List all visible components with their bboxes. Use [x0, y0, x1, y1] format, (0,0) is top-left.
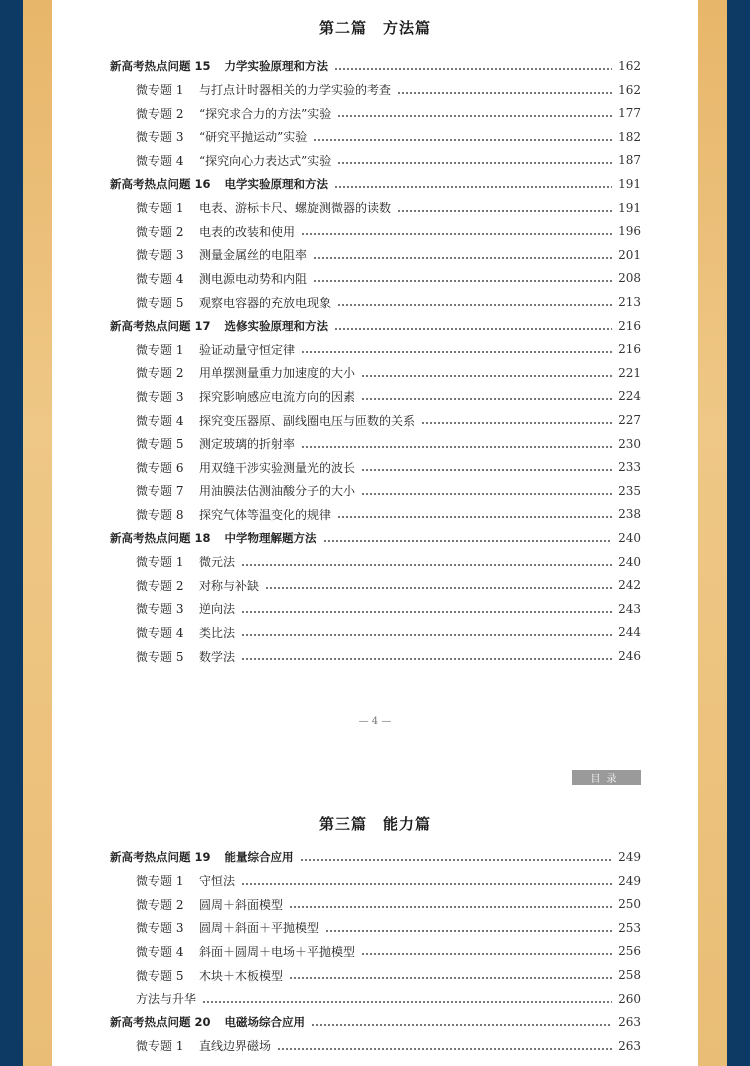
page-number: 256	[618, 944, 641, 959]
sub-topic-label: 微专题 1	[136, 555, 184, 570]
sub-topic-heading	[136, 506, 331, 523]
page-number: 216	[618, 342, 641, 357]
sub-topic-title: 验证动量守恒定律	[199, 342, 296, 357]
page-number: 191	[618, 177, 641, 191]
hot-topic-title: 选修实验原理和方法	[224, 318, 329, 333]
page-number: 201	[618, 247, 641, 262]
page-number: 240	[618, 554, 641, 569]
page-number: 249	[618, 873, 641, 888]
sub-topic-title: 探究影响感应电流方向的因素	[199, 389, 356, 404]
page-number: 208	[618, 271, 641, 286]
page-number: 224	[618, 389, 641, 404]
hot-topic-title: 电学实验原理和方法	[224, 177, 329, 191]
hot-topic-number: 19	[194, 850, 211, 864]
sub-topic-title: 守恒法	[199, 874, 236, 889]
sub-topic-label: 微专题 2	[136, 366, 184, 381]
sub-topic-label: 微专题 5	[136, 437, 184, 452]
sub-topic-label: 微专题 3	[136, 130, 184, 145]
sub-topic-label: 微专题 4	[136, 413, 184, 428]
toc-hot-topic-row[interactable]	[110, 315, 641, 337]
sub-topic-heading	[136, 872, 235, 889]
sub-topic-label: 微专题 5	[136, 295, 184, 310]
sub-topic-title: 探究气体等温变化的规律	[199, 507, 332, 522]
sub-topic-label: 微专题 3	[136, 921, 184, 936]
sub-topic-title: 用油膜法估测油酸分子的大小	[199, 484, 356, 499]
sub-topic-title: 电表、游标卡尺、螺旋测微器的读数	[199, 201, 392, 216]
sub-topic-label: 微专题 2	[136, 578, 184, 593]
leader-dots	[202, 1001, 612, 1003]
sub-topic-title: 斜面＋圆周＋电场＋平抛模型	[199, 944, 356, 959]
sub-topic-heading	[136, 270, 307, 287]
toc-sub-topic-row[interactable]	[136, 102, 641, 124]
leader-dots	[334, 68, 612, 70]
toc-sub-topic-row[interactable]	[136, 220, 641, 242]
sub-topic-heading	[136, 648, 235, 665]
sub-topic-label: 微专题 4	[136, 153, 184, 168]
sub-topic-label: 微专题 4	[136, 625, 184, 640]
toc-sub-topic-row[interactable]	[136, 1035, 641, 1057]
hot-topic-number: 18	[194, 531, 211, 545]
leader-dots	[361, 493, 612, 495]
leader-dots	[313, 257, 612, 259]
sub-topic-heading	[136, 199, 391, 216]
sub-topic-heading	[136, 81, 391, 98]
toc-sub-topic-row[interactable]	[136, 964, 641, 986]
sub-topic-heading	[136, 624, 235, 641]
toc-sub-topic-row[interactable]	[136, 244, 641, 266]
leader-dots	[241, 658, 612, 660]
sub-topic-label: 微专题 3	[136, 248, 184, 263]
hot-topic-title: 力学实验原理和方法	[224, 59, 329, 73]
sub-topic-heading	[136, 990, 196, 1007]
page-number: 250	[618, 897, 641, 912]
leader-dots	[289, 977, 612, 979]
sub-topic-heading	[136, 1037, 271, 1054]
page-number: 162	[618, 82, 641, 97]
leader-dots	[397, 210, 612, 212]
toc-sub-topic-row[interactable]	[136, 362, 641, 384]
sub-topic-title: 探究变压器原、副线圈电压与匝数的关系	[199, 413, 416, 428]
sub-topic-heading	[136, 967, 283, 984]
sub-topic-heading	[136, 600, 235, 617]
part3-title: 第三篇 能力篇	[318, 815, 431, 833]
hot-topic-heading	[110, 1014, 305, 1030]
toc-sub-topic-row[interactable]	[136, 893, 641, 915]
sub-topic-label: 微专题 7	[136, 484, 184, 499]
leader-dots	[325, 930, 612, 932]
toc-hot-topic-row[interactable]	[110, 55, 641, 77]
hot-topic-prefix: 新高考热点问题	[110, 318, 195, 333]
page-number: 253	[618, 920, 641, 935]
page-number: — 4 —	[358, 716, 392, 727]
leader-dots	[241, 883, 612, 885]
sub-topic-title: 微元法	[199, 555, 236, 570]
sub-topic-title: “研究平抛运动”实验	[199, 130, 308, 145]
sub-topic-label: 微专题 5	[136, 649, 184, 664]
part2-title: 第二篇 方法篇	[318, 19, 431, 37]
page-number: 242	[618, 578, 641, 593]
toc-hot-topic-row[interactable]	[110, 846, 641, 868]
toc-sub-topic-row[interactable]	[136, 574, 641, 596]
page-number: 227	[618, 413, 641, 427]
sub-topic-heading	[136, 459, 355, 476]
leader-dots	[313, 139, 612, 141]
sub-topic-label: 微专题 5	[136, 968, 184, 983]
sub-topic-title: 直线边界磁场	[199, 1039, 272, 1054]
page-number: 187	[618, 153, 641, 168]
sub-topic-label: 微专题 2	[136, 224, 184, 239]
toc-sub-topic-row[interactable]	[136, 940, 641, 962]
page-number: 191	[618, 200, 641, 215]
page-number: 182	[618, 129, 641, 144]
sub-topic-label: 微专题 1	[136, 83, 184, 98]
hot-topic-heading	[110, 318, 328, 334]
sub-topic-title: 类比法	[199, 625, 236, 640]
toc-sub-topic-row[interactable]	[136, 645, 641, 667]
sub-topic-heading	[136, 482, 355, 499]
sub-topic-label: 微专题 3	[136, 602, 184, 617]
leader-dots	[337, 162, 612, 164]
leader-dots	[311, 1024, 612, 1026]
hot-topic-prefix: 新高考热点问题	[110, 177, 195, 191]
hot-topic-title: 中学物理解题方法	[224, 531, 317, 545]
page-number: 221	[618, 365, 641, 380]
sub-topic-label: 微专题 1	[136, 342, 184, 357]
sub-topic-heading	[136, 341, 295, 358]
toc-sub-topic-row[interactable]	[136, 551, 641, 573]
sub-topic-title: 测量金属丝的电阻率	[199, 248, 308, 263]
toc-sub-topic-row[interactable]	[136, 870, 641, 892]
sub-topic-label: 微专题 8	[136, 507, 184, 522]
toc-sub-topic-row[interactable]	[136, 267, 641, 289]
page-number: 243	[618, 601, 641, 616]
leader-dots	[241, 611, 612, 613]
sub-topic-label: 微专题 4	[136, 944, 184, 959]
page-number: 177	[618, 106, 641, 121]
page-number: 196	[618, 224, 641, 239]
sub-topic-label: 微专题 6	[136, 460, 184, 475]
toc-sub-topic-row[interactable]	[136, 433, 641, 455]
sub-topic-title: 观察电容器的充放电现象	[199, 295, 332, 310]
toc-hot-topic-row[interactable]	[110, 527, 641, 549]
sub-topic-title: 圆周＋斜面模型	[199, 897, 284, 912]
sub-topic-label: 微专题 1	[136, 201, 184, 216]
sub-topic-title: 逆向法	[199, 602, 236, 617]
sub-topic-heading	[136, 246, 307, 263]
leader-dots	[361, 953, 612, 955]
toc-sub-topic-row[interactable]	[136, 988, 641, 1010]
sub-topic-heading	[136, 553, 235, 570]
leader-dots	[337, 516, 612, 518]
leader-dots	[301, 351, 612, 353]
leader-dots	[300, 859, 613, 861]
hot-topic-number: 16	[194, 177, 211, 191]
hot-topic-heading	[110, 176, 328, 192]
sub-topic-label: 微专题 1	[136, 874, 184, 889]
sub-topic-label: 微专题 3	[136, 389, 184, 404]
sub-topic-heading	[136, 223, 295, 240]
leader-dots	[361, 375, 612, 377]
page-number: 260	[618, 991, 641, 1006]
toc-hot-topic-row[interactable]	[110, 1011, 641, 1033]
toc-sub-topic-row[interactable]	[136, 917, 641, 939]
hot-topic-number: 15	[194, 59, 211, 73]
hot-topic-number: 17	[194, 318, 211, 333]
leader-dots	[323, 540, 613, 542]
toc-sub-topic-row[interactable]	[136, 291, 641, 313]
leader-dots	[334, 186, 612, 188]
sub-topic-title: 电表的改装和使用	[199, 224, 296, 239]
page-number: 238	[618, 507, 641, 522]
sub-topic-heading	[136, 919, 319, 936]
toc-sub-topic-row[interactable]	[136, 126, 641, 148]
hot-topic-heading	[110, 849, 294, 865]
sub-topic-title: 测电源电动势和内阻	[199, 271, 308, 286]
hot-topic-prefix: 新高考热点问题	[110, 59, 195, 73]
leader-dots	[337, 115, 612, 117]
leader-dots	[289, 906, 612, 908]
leader-dots	[241, 634, 612, 636]
hot-topic-number: 20	[194, 1015, 211, 1030]
contents-tag: 目录	[572, 770, 641, 785]
sub-topic-heading	[136, 294, 331, 311]
sub-topic-title: 用双缝干涉实验测量光的波长	[199, 460, 356, 475]
page-number: 246	[618, 649, 641, 663]
sub-topic-label: 微专题 1	[136, 1039, 184, 1054]
sub-topic-label: 微专题 4	[136, 271, 184, 286]
sub-topic-title: 圆周＋斜面＋平抛模型	[199, 921, 320, 936]
sub-topic-heading	[136, 128, 307, 145]
toc-sub-topic-row[interactable]	[136, 598, 641, 620]
leader-dots	[361, 469, 612, 471]
sub-topic-title: 用单摆测量重力加速度的大小	[199, 366, 356, 381]
leader-dots	[277, 1048, 612, 1050]
leader-dots	[313, 280, 612, 282]
leader-dots	[337, 304, 612, 306]
sub-topic-label: 微专题 2	[136, 106, 184, 121]
sub-topic-heading	[136, 577, 259, 594]
page-number: 244	[618, 625, 641, 640]
toc-sub-topic-row[interactable]	[136, 409, 641, 431]
leader-dots	[421, 422, 612, 424]
sub-topic-heading	[136, 152, 331, 169]
hot-topic-prefix: 新高考热点问题	[110, 531, 195, 545]
page-number: 263	[618, 1038, 641, 1053]
hot-topic-heading	[110, 58, 328, 74]
toc-sub-topic-row[interactable]	[136, 79, 641, 101]
hot-topic-prefix: 新高考热点问题	[110, 850, 195, 864]
sub-topic-heading	[136, 896, 283, 913]
sub-topic-heading	[136, 364, 355, 381]
page-number: 216	[618, 318, 641, 333]
sub-topic-heading	[136, 412, 415, 429]
page-number: 258	[618, 968, 641, 982]
toc-sub-topic-row[interactable]	[136, 338, 641, 360]
leader-dots	[301, 233, 612, 235]
leader-dots	[361, 398, 612, 400]
page-number: 213	[618, 295, 641, 309]
sub-topic-title: 方法与升华	[136, 992, 197, 1007]
toc-hot-topic-row[interactable]	[110, 173, 641, 195]
page-number: 235	[618, 483, 641, 498]
leader-dots	[265, 587, 612, 589]
sub-topic-title: 与打点计时器相关的力学实验的考查	[199, 83, 392, 98]
sub-topic-heading	[136, 435, 295, 452]
page-number: 233	[618, 460, 641, 475]
sub-topic-heading	[136, 388, 355, 405]
leader-dots	[301, 446, 612, 448]
toc-sub-topic-row[interactable]	[136, 197, 641, 219]
sub-topic-title: 数学法	[199, 649, 236, 664]
page-number: 230	[618, 436, 641, 451]
toc-sub-topic-row[interactable]	[136, 149, 641, 171]
toc-sub-topic-row[interactable]	[136, 456, 641, 478]
sub-topic-heading	[136, 105, 331, 122]
sub-topic-title: “探究求合力的方法”实验	[199, 106, 332, 121]
page-number: 240	[618, 531, 641, 545]
leader-dots	[241, 564, 612, 566]
hot-topic-title: 能量综合应用	[224, 850, 294, 864]
sub-topic-heading	[136, 943, 355, 960]
toc-sub-topic-row[interactable]	[136, 385, 641, 407]
toc-sub-topic-row[interactable]	[136, 621, 641, 643]
page-number: 162	[618, 59, 641, 73]
toc-sub-topic-row[interactable]	[136, 503, 641, 525]
toc-sub-topic-row[interactable]	[136, 480, 641, 502]
leader-dots	[334, 328, 612, 330]
leader-dots	[397, 92, 612, 94]
sub-topic-title: 木块＋木板模型	[199, 968, 284, 983]
sub-topic-label: 微专题 2	[136, 897, 184, 912]
hot-topic-title: 电磁场综合应用	[224, 1015, 306, 1030]
hot-topic-heading	[110, 530, 317, 546]
sub-topic-title: 测定玻璃的折射率	[199, 437, 296, 452]
page-number: 263	[618, 1015, 641, 1030]
hot-topic-prefix: 新高考热点问题	[110, 1015, 195, 1030]
sub-topic-title: “探究向心力表达式”实验	[199, 153, 332, 168]
page-number: 249	[618, 850, 641, 864]
sub-topic-title: 对称与补缺	[199, 578, 260, 593]
